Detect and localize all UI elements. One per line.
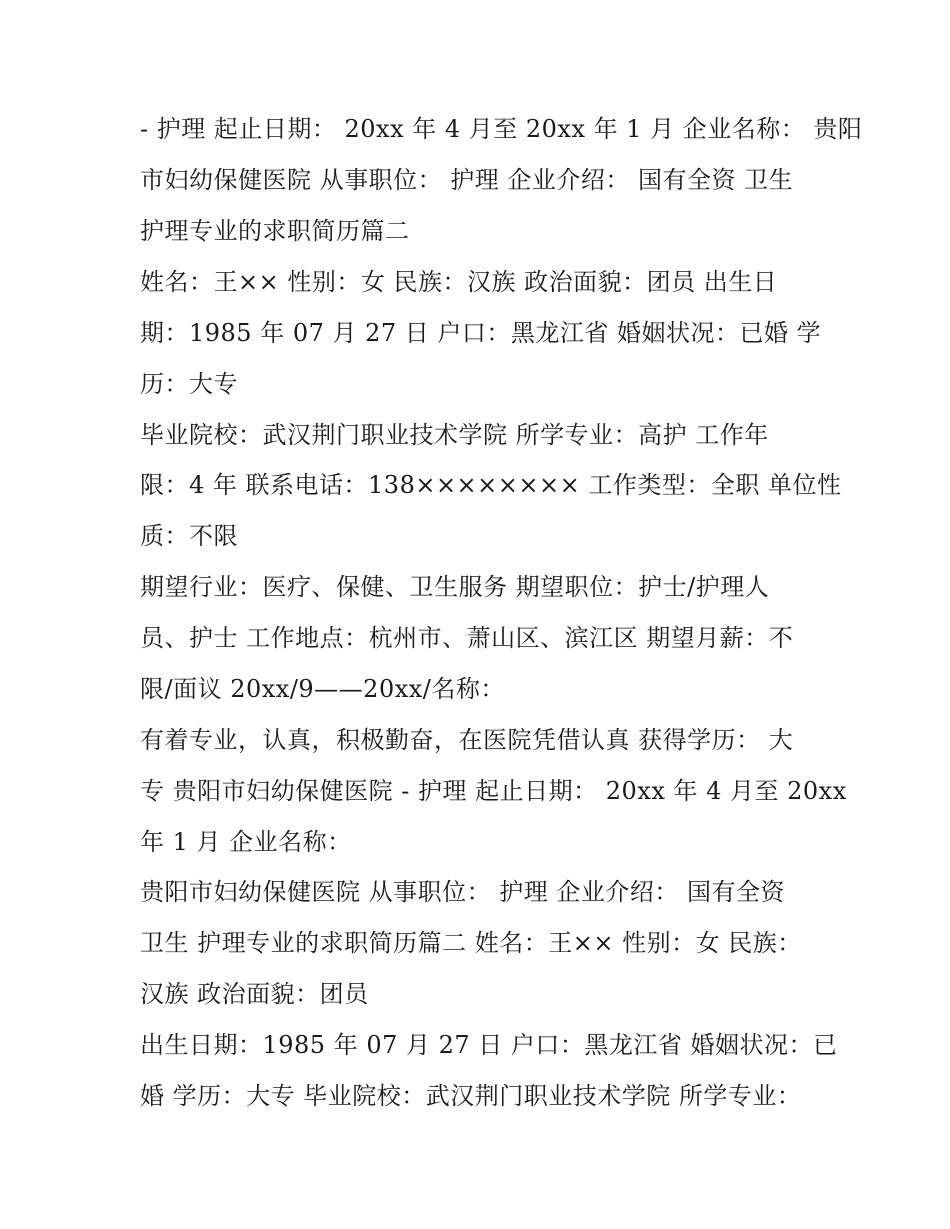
text-line: 限：4 年 联系电话：138×××××××× 工作类型：全职 单位性 <box>140 471 842 499</box>
text-line: 婚 学历：大专 毕业院校：武汉荆门职业技术学院 所学专业： <box>140 1082 802 1110</box>
text-line: 期望行业：医疗、保健、卫生服务 期望职位：护士/护理人 <box>140 573 770 601</box>
text-line: 市妇幼保健医院 从事职位： 护理 企业介绍： 国有全资 卫生 <box>140 166 794 194</box>
text-line: 员、护士 工作地点：杭州市、萧山区、滨江区 期望月薪：不 <box>140 624 794 652</box>
text-line: 限/面议 20xx/9——20xx/名称： <box>140 675 505 703</box>
text-line: 有着专业，认真，积极勤奋，在医院凭借认真 获得学历： 大 <box>140 726 794 754</box>
text-line: 质：不限 <box>140 522 238 550</box>
section-heading: 护理专业的求职简历篇二 <box>140 217 410 245</box>
text-line: 汉族 政治面貌：团员 <box>140 980 369 1008</box>
text-line: 历：大专 <box>140 370 238 398</box>
text-line: 毕业院校：武汉荆门职业技术学院 所学专业：高护 工作年 <box>140 421 769 449</box>
text-line: 期：1985 年 07 月 27 日 户口：黑龙江省 婚姻状况：已婚 学 <box>140 319 822 347</box>
text-line: 年 1 月 企业名称： <box>140 828 352 856</box>
text-line: - 护理 起止日期： 20xx 年 4 月至 20xx 年 1 月 企业名称： 贵阳 <box>140 115 863 143</box>
text-line: 出生日期：1985 年 07 月 27 日 户口：黑龙江省 婚姻状况：已 <box>140 1031 838 1059</box>
text-line: 贵阳市妇幼保健医院 从事职位： 护理 企业介绍： 国有全资 <box>140 878 786 906</box>
text-line: 姓名：王×× 性别：女 民族：汉族 政治面貌：团员 出生日 <box>140 268 778 296</box>
text-line: 专 贵阳市妇幼保健医院 - 护理 起止日期： 20xx 年 4 月至 20xx <box>140 777 847 805</box>
text-line: 卫生 护理专业的求职简历篇二 姓名：王×× 性别：女 民族： <box>140 929 802 957</box>
